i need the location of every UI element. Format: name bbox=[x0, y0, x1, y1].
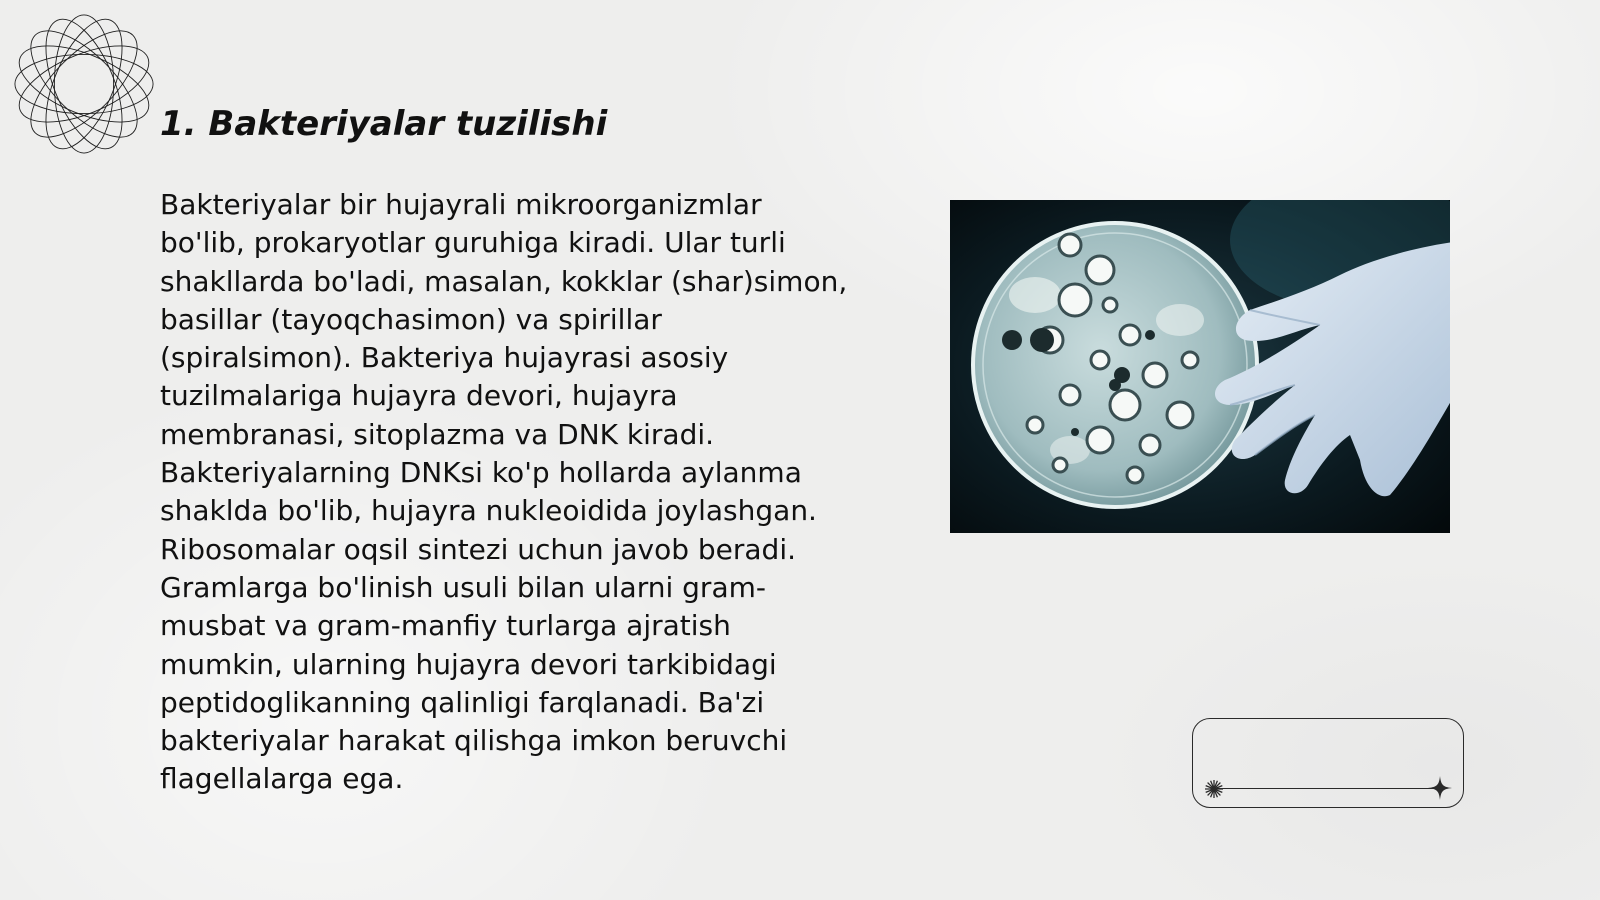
body-paragraph: Bakteriyalar bir hujayrali mikroorganizmlar bo'lib, prokaryotlar guruhiga kiradi. Ular turli shakllarda bo'ladi, masalan, kokklar (shar)simon, basillar (tayoqchasimon) va spirillar (spiralsimon). Bakteriya hujayrasi asosiy tuzilmalariga hujayra devori, hujayra membranasi, sitoplazma va DNK kiradi. Bakteriyalarning DNKsi ko'p hollarda aylanma shaklda bo'lib, hujayra nukleoidida joylashgan. Ribosomalar oqsil sintezi uchun javob beradi. Gramlarga bo'linish usuli bilan ularni gram-musbat va gram-manfiy turlarga ajratish mumkin, ularning hujayra devori tarkibidagi peptidoglikanning qalinligi farqlanadi. Ba'zi bakteriyalar harakat qilishga imkon beruvchi flagellalarga ega. bbox=[160, 188, 848, 796]
sparkle-icon bbox=[1427, 775, 1453, 801]
petri-dish-bacteria-photo bbox=[950, 200, 1450, 533]
starburst-icon bbox=[1203, 778, 1225, 800]
decorative-frame bbox=[1192, 718, 1464, 808]
decorative-line bbox=[1215, 788, 1441, 789]
orbit-rings-icon bbox=[10, 10, 158, 158]
slide-title: 1. Bakteriyalar tuzilishi bbox=[160, 104, 608, 144]
